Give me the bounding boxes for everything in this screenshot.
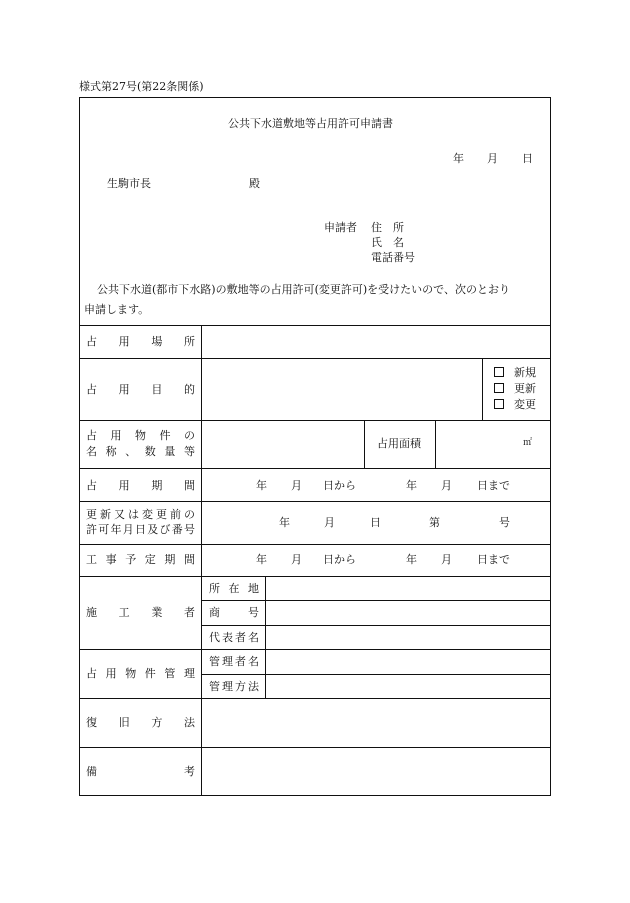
addressee-name: 生駒市長 bbox=[107, 177, 151, 190]
area-label: 占用面積 bbox=[377, 437, 421, 450]
addressee-honorific: 殿 bbox=[249, 177, 260, 190]
period-from: 日から bbox=[323, 479, 356, 492]
prior-day: 日 bbox=[370, 516, 381, 529]
prior-month: 月 bbox=[324, 516, 335, 529]
form-title: 公共下水道敷地等占用許可申請書 bbox=[228, 117, 393, 130]
date-month: 月 bbox=[487, 152, 498, 165]
applicant-label: 申請者 bbox=[324, 221, 357, 234]
prior-dai: 第 bbox=[429, 516, 440, 529]
period-month1: 月 bbox=[291, 479, 302, 492]
object-label-line2: 名 称 、 数 量 等 bbox=[86, 445, 195, 458]
area-unit: ㎡ bbox=[523, 438, 533, 448]
prior-year: 年 bbox=[279, 516, 290, 529]
form-number: 様式第27号(第22条関係) bbox=[79, 80, 204, 93]
date-year: 年 bbox=[453, 152, 464, 165]
checkbox-icon bbox=[494, 383, 504, 393]
body-text-line2: 申請します。 bbox=[84, 303, 150, 316]
object-label-line1: 占 用 物 件 の bbox=[86, 429, 195, 442]
body-text-line1: 公共下水道(都市下水路)の敷地等の占用許可(変更許可)を受けたいので、次のとおり bbox=[97, 283, 510, 296]
applicant-phone-label: 電話番号 bbox=[371, 251, 415, 264]
construction-until: 日まで bbox=[477, 553, 510, 566]
period-year1: 年 bbox=[256, 479, 267, 492]
period-until: 日まで bbox=[477, 479, 510, 492]
checkbox-icon bbox=[494, 399, 504, 409]
construction-year1: 年 bbox=[256, 553, 267, 566]
remarks-label: 備 考 bbox=[86, 765, 195, 778]
contractor-field-trade-name: 商 号 bbox=[209, 606, 259, 619]
purpose-option-change[interactable]: 変更 bbox=[494, 398, 536, 411]
prior-go: 号 bbox=[499, 516, 510, 529]
period-year2: 年 bbox=[406, 479, 417, 492]
date-day: 日 bbox=[522, 152, 533, 165]
purpose-option-new[interactable]: 新規 bbox=[494, 366, 536, 379]
construction-month2: 月 bbox=[441, 553, 452, 566]
purpose-label: 占 用 目 的 bbox=[86, 383, 195, 396]
prior-label-line2: 許 可 年 月 日 及 び 番 号 bbox=[86, 523, 195, 536]
applicant-name-label: 氏 名 bbox=[371, 236, 404, 249]
construction-from: 日から bbox=[323, 553, 356, 566]
period-label: 占 用 期 間 bbox=[86, 479, 195, 492]
period-month2: 月 bbox=[441, 479, 452, 492]
construction-month1: 月 bbox=[291, 553, 302, 566]
purpose-option-renew[interactable]: 更新 bbox=[494, 382, 536, 395]
checkbox-icon bbox=[494, 367, 504, 377]
contractor-label: 施 工 業 者 bbox=[86, 606, 195, 619]
prior-label-line1: 更 新 又 は 変 更 前 の bbox=[86, 508, 195, 521]
construction-period-label: 工 事 予 定 期 間 bbox=[86, 553, 195, 566]
applicant-address-label: 住 所 bbox=[371, 221, 404, 234]
contractor-field-address: 所 在 地 bbox=[209, 582, 259, 595]
construction-year2: 年 bbox=[406, 553, 417, 566]
management-field-manager: 管 理 者 名 bbox=[209, 655, 259, 668]
management-label: 占 用 物 件 管 理 bbox=[86, 667, 195, 680]
restoration-label: 復 旧 方 法 bbox=[86, 716, 195, 729]
management-field-method: 管 理 方 法 bbox=[209, 680, 259, 693]
location-label: 占 用 場 所 bbox=[86, 335, 195, 348]
contractor-field-representative: 代 表 者 名 bbox=[209, 631, 259, 644]
